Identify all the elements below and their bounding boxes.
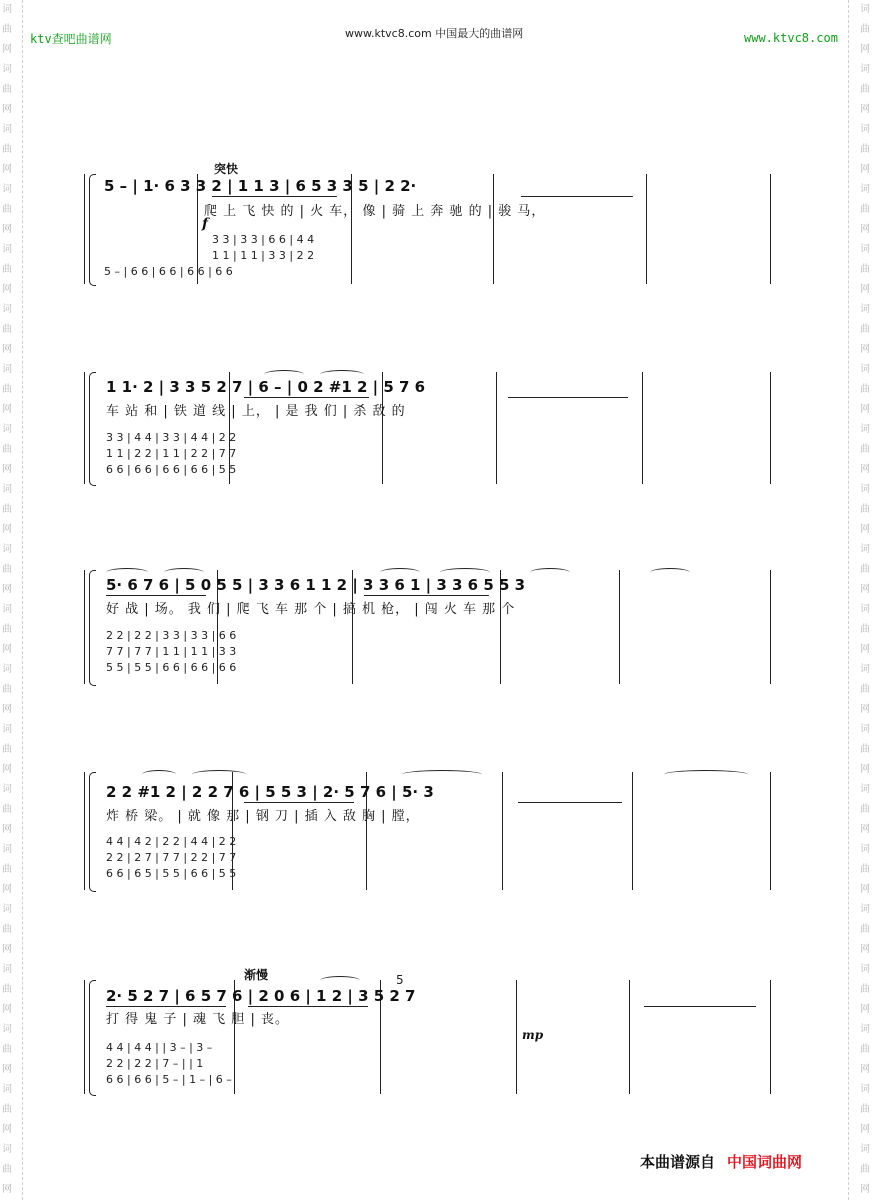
watermark-glyph: 曲: [2, 624, 12, 635]
score-system-2: [84, 370, 774, 484]
melody-line: 5· 6 7 6 | 5 0 5 5 | 3 3 6 1 1 2 | 3 3 6 1 | 3 3 6 5 5 3: [106, 576, 526, 594]
accompaniment-line-3: 5 – | 6 6 | 6 6 | 6 6 | 6 6: [104, 265, 233, 278]
watermark-glyph: 曲: [2, 264, 12, 275]
watermark-glyph: 曲: [2, 384, 12, 395]
accompaniment-line-1: 4 4 | 4 4 | | 3 – | 3 –: [106, 1041, 213, 1054]
watermark-glyph: 词: [860, 904, 870, 915]
watermark-glyph: 词: [860, 64, 870, 75]
watermark-glyph: 网: [2, 164, 12, 175]
watermark-glyph: 网: [860, 1064, 870, 1075]
watermark-glyph: 网: [2, 44, 12, 55]
watermark-glyph: 词: [2, 124, 12, 135]
accompaniment-line-3: 6 6 | 6 6 | 5 – | 1 – | 6 –: [106, 1073, 232, 1086]
left-margin-rule: [22, 0, 23, 1200]
watermark-glyph: 词: [860, 424, 870, 435]
watermark-glyph: 曲: [860, 684, 870, 695]
watermark-glyph: 曲: [2, 1164, 12, 1175]
melody-line: 2· 5 2 7 | 6 5 7 6 | 2 0 6 | 1 2 | 3 5 2 7: [106, 987, 416, 1005]
chord-top-note: 5: [396, 973, 404, 987]
watermark-glyph: 曲: [860, 204, 870, 215]
watermark-glyph: 词: [860, 784, 870, 795]
accompaniment-line-2: 2 2 | 2 2 | 7 – | | 1: [106, 1057, 204, 1070]
left-watermark-strip: [0, 0, 14, 1200]
watermark-glyph: 网: [2, 1184, 12, 1195]
watermark-glyph: 词: [2, 364, 12, 375]
watermark-glyph: 网: [2, 1004, 12, 1015]
watermark-glyph: 曲: [860, 384, 870, 395]
score-system-5: [84, 966, 774, 1094]
watermark-glyph: 词: [860, 1024, 870, 1035]
watermark-glyph: 词: [2, 484, 12, 495]
lyrics-line: 车 站 和 | 铁 道 线 | 上， | 是 我 们 | 杀 敌 的: [106, 404, 406, 419]
watermark-glyph: 曲: [860, 984, 870, 995]
watermark-glyph: 曲: [2, 684, 12, 695]
watermark-glyph: 词: [860, 4, 870, 15]
watermark-glyph: 词: [2, 844, 12, 855]
watermark-glyph: 词: [860, 244, 870, 255]
watermark-glyph: 网: [860, 524, 870, 535]
watermark-glyph: 网: [860, 344, 870, 355]
watermark-glyph: 词: [860, 964, 870, 975]
watermark-glyph: 网: [2, 944, 12, 955]
watermark-glyph: 词: [860, 364, 870, 375]
right-watermark-strip: [858, 0, 872, 1200]
watermark-glyph: 词: [2, 304, 12, 315]
accompaniment-line-1: 3 3 | 3 3 | 6 6 | 4 4: [212, 233, 315, 246]
footer-site-link[interactable]: 中国词曲网: [727, 1153, 803, 1171]
watermark-glyph: 曲: [860, 864, 870, 875]
header-site-url[interactable]: www.ktvc8.com: [744, 31, 838, 45]
watermark-glyph: 词: [860, 184, 870, 195]
watermark-glyph: 网: [2, 884, 12, 895]
watermark-glyph: 曲: [2, 864, 12, 875]
watermark-glyph: 词: [2, 604, 12, 615]
watermark-glyph: 网: [860, 644, 870, 655]
watermark-glyph: 词: [2, 664, 12, 675]
watermark-glyph: 曲: [860, 924, 870, 935]
watermark-glyph: 网: [860, 884, 870, 895]
watermark-glyph: 曲: [860, 324, 870, 335]
watermark-glyph: 网: [2, 224, 12, 235]
watermark-glyph: 曲: [2, 1044, 12, 1055]
watermark-glyph: 曲: [2, 204, 12, 215]
watermark-glyph: 曲: [860, 504, 870, 515]
watermark-glyph: 词: [2, 184, 12, 195]
watermark-glyph: 词: [2, 244, 12, 255]
watermark-glyph: 曲: [2, 504, 12, 515]
score-system-4: [84, 770, 774, 890]
watermark-glyph: 网: [860, 704, 870, 715]
watermark-glyph: 网: [860, 164, 870, 175]
watermark-glyph: 词: [2, 424, 12, 435]
watermark-glyph: 词: [2, 1024, 12, 1035]
accompaniment-line-1: 2 2 | 2 2 | 3 3 | 3 3 | 6 6: [106, 629, 237, 642]
watermark-glyph: 网: [860, 44, 870, 55]
watermark-glyph: 网: [860, 584, 870, 595]
watermark-glyph: 词: [860, 484, 870, 495]
watermark-glyph: 词: [2, 784, 12, 795]
dynamic-mark: mp: [522, 1028, 544, 1042]
watermark-glyph: 曲: [2, 444, 12, 455]
watermark-glyph: 网: [860, 1004, 870, 1015]
accompaniment-line-3: 6 6 | 6 6 | 6 6 | 6 6 | 5 5: [106, 463, 237, 476]
watermark-glyph: 曲: [860, 144, 870, 155]
watermark-glyph: 网: [860, 404, 870, 415]
watermark-glyph: 词: [2, 1084, 12, 1095]
dynamic-mark: f: [202, 216, 209, 232]
system-brace: [89, 174, 96, 286]
watermark-glyph: 曲: [860, 444, 870, 455]
lyrics-line: 爬 上 飞 快 的 | 火 车， 像 | 骑 上 奔 驰 的 | 骏 马，: [204, 204, 546, 219]
watermark-glyph: 词: [860, 544, 870, 555]
watermark-glyph: 词: [860, 1144, 870, 1155]
watermark-glyph: 网: [860, 104, 870, 115]
melody-line: 5 – | 1· 6 3 3 2 | 1 1 3 | 6 5 3 3 5 | 2 2·: [104, 177, 417, 195]
watermark-glyph: 曲: [860, 24, 870, 35]
score-system-1: [84, 160, 774, 284]
watermark-glyph: 曲: [2, 804, 12, 815]
melody-line: 1 1· 2 | 3 3 5 2 7 | 6 – | 0 2 #1 2 | 5 7 6: [106, 378, 426, 396]
watermark-glyph: 曲: [2, 924, 12, 935]
watermark-glyph: 曲: [2, 24, 12, 35]
watermark-glyph: 曲: [2, 144, 12, 155]
footer-source-label: 本曲谱源自: [640, 1153, 716, 1171]
watermark-glyph: 网: [2, 404, 12, 415]
watermark-glyph: 网: [2, 344, 12, 355]
header-tagline: www.ktvc8.com 中国最大的曲谱网: [345, 27, 524, 40]
watermark-glyph: 词: [860, 604, 870, 615]
watermark-glyph: 曲: [860, 1044, 870, 1055]
watermark-glyph: 网: [2, 704, 12, 715]
watermark-glyph: 曲: [860, 1104, 870, 1115]
system-brace: [89, 772, 96, 892]
watermark-glyph: 网: [860, 1124, 870, 1135]
watermark-glyph: 网: [860, 824, 870, 835]
watermark-glyph: 网: [2, 584, 12, 595]
watermark-glyph: 曲: [860, 804, 870, 815]
watermark-glyph: 网: [860, 1184, 870, 1195]
accompaniment-line-2: 2 2 | 2 7 | 7 7 | 2 2 | 7 7: [106, 851, 237, 864]
watermark-glyph: 曲: [2, 324, 12, 335]
lyrics-line: 好 战 | 场。 我 们 | 爬 飞 车 那 个 | 搞 机 枪， | 闯 火 车 那 个: [106, 602, 516, 617]
lyrics-line: 炸 桥 梁。 | 就 像 那 | 钢 刀 | 插 入 敌 胸 | 膛，: [106, 809, 420, 824]
watermark-glyph: 词: [860, 724, 870, 735]
accompaniment-line-2: 1 1 | 2 2 | 1 1 | 2 2 | 7 7: [106, 447, 237, 460]
watermark-glyph: 网: [2, 104, 12, 115]
accompaniment-line-1: 3 3 | 4 4 | 3 3 | 4 4 | 2 2: [106, 431, 237, 444]
watermark-glyph: 曲: [860, 744, 870, 755]
watermark-glyph: 曲: [860, 1164, 870, 1175]
watermark-glyph: 词: [2, 964, 12, 975]
right-margin-rule: [848, 0, 849, 1200]
watermark-glyph: 网: [2, 1124, 12, 1135]
accompaniment-line-3: 5 5 | 5 5 | 6 6 | 6 6 | 6 6: [106, 661, 237, 674]
header-site-name[interactable]: ktv查吧曲谱网: [30, 32, 112, 46]
watermark-glyph: 曲: [860, 624, 870, 635]
watermark-glyph: 词: [2, 544, 12, 555]
watermark-glyph: 词: [2, 64, 12, 75]
watermark-glyph: 网: [2, 644, 12, 655]
watermark-glyph: 网: [2, 1064, 12, 1075]
watermark-glyph: 曲: [860, 84, 870, 95]
watermark-glyph: 词: [2, 4, 12, 15]
watermark-glyph: 网: [2, 284, 12, 295]
watermark-glyph: 曲: [2, 984, 12, 995]
watermark-glyph: 网: [2, 824, 12, 835]
watermark-glyph: 词: [860, 304, 870, 315]
watermark-glyph: 词: [860, 664, 870, 675]
accompaniment-line-1: 4 4 | 4 2 | 2 2 | 4 4 | 2 2: [106, 835, 237, 848]
lyrics-line: 打 得 鬼 子 | 魂 飞 胆 | 丧。: [106, 1012, 289, 1027]
accompaniment-line-2: 1 1 | 1 1 | 3 3 | 2 2: [212, 249, 315, 262]
melody-line: 2 2 #1 2 | 2 2 7 6 | 5 5 3 | 2· 5 7 6 | 5· 3: [106, 783, 434, 801]
watermark-glyph: 词: [2, 724, 12, 735]
watermark-glyph: 曲: [2, 84, 12, 95]
watermark-glyph: 网: [860, 464, 870, 475]
watermark-glyph: 网: [860, 284, 870, 295]
score-system-3: [84, 568, 774, 684]
accompaniment-line-2: 7 7 | 7 7 | 1 1 | 1 1 | 3 3: [106, 645, 237, 658]
system-brace: [89, 372, 96, 486]
watermark-glyph: 曲: [2, 564, 12, 575]
watermark-glyph: 词: [860, 124, 870, 135]
watermark-glyph: 曲: [860, 264, 870, 275]
watermark-glyph: 网: [860, 764, 870, 775]
accompaniment-line-3: 6 6 | 6 5 | 5 5 | 6 6 | 5 5: [106, 867, 237, 880]
watermark-glyph: 词: [860, 844, 870, 855]
tempo-mark: 渐慢: [244, 968, 269, 982]
watermark-glyph: 曲: [2, 744, 12, 755]
system-brace: [89, 570, 96, 686]
watermark-glyph: 网: [2, 764, 12, 775]
watermark-glyph: 词: [2, 1144, 12, 1155]
watermark-glyph: 网: [860, 224, 870, 235]
system-brace: [89, 980, 96, 1096]
watermark-glyph: 词: [2, 904, 12, 915]
watermark-glyph: 曲: [2, 1104, 12, 1115]
tempo-mark: 突快: [214, 162, 239, 176]
footer-credit: [640, 1151, 802, 1172]
watermark-glyph: 曲: [860, 564, 870, 575]
watermark-glyph: 网: [860, 944, 870, 955]
watermark-glyph: 网: [2, 524, 12, 535]
watermark-glyph: 词: [860, 1084, 870, 1095]
watermark-glyph: 网: [2, 464, 12, 475]
